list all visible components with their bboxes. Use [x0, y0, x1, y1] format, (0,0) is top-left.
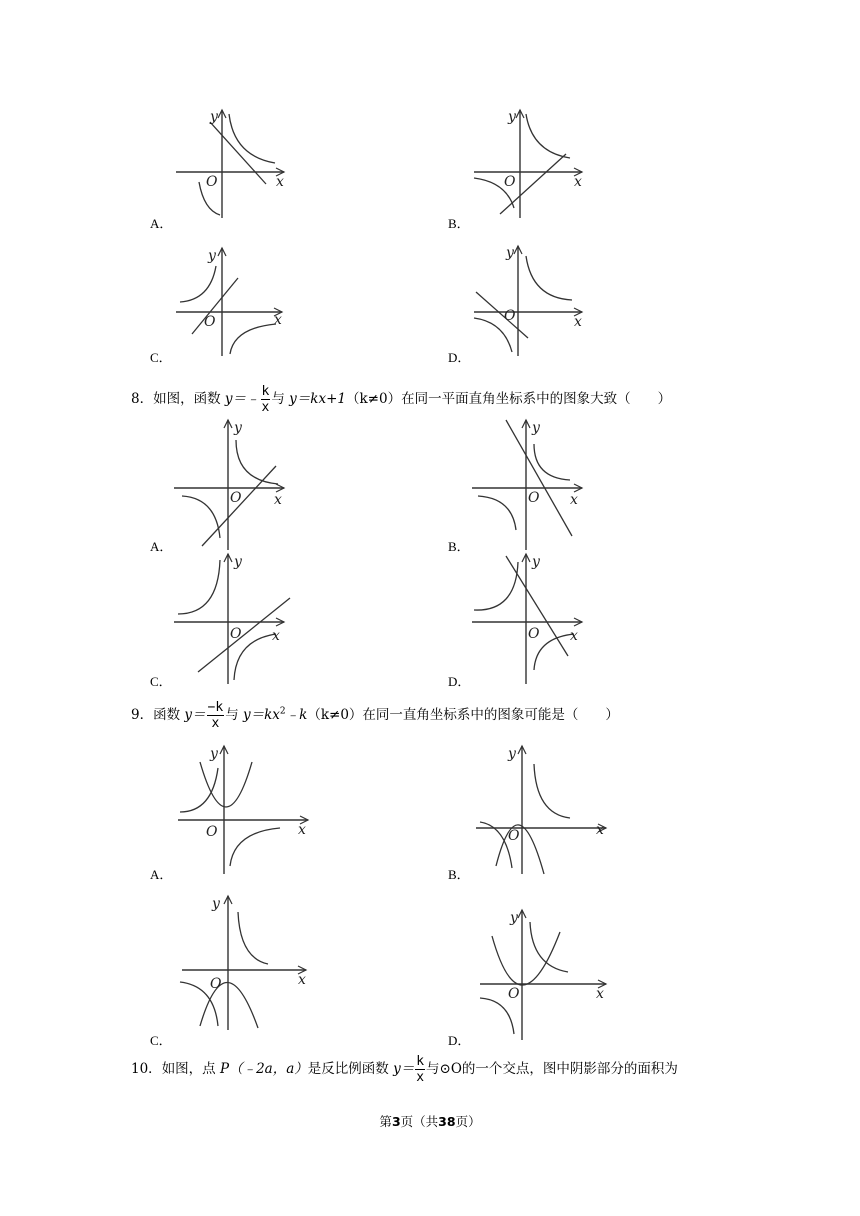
- q7-option-c[interactable]: C．: [150, 350, 172, 365]
- footer-mid: 页（共: [400, 1114, 439, 1129]
- q8-graph-c: [172, 552, 297, 687]
- y-axis-label: y: [508, 109, 516, 125]
- q9-graph-b-svg: [470, 742, 615, 877]
- y-axis-label: y: [510, 910, 518, 926]
- y-axis-label: y: [210, 746, 218, 762]
- q8-graph-d: [470, 552, 595, 687]
- q8-text-b: 与: [271, 391, 285, 407]
- q7-graph-d: [470, 244, 590, 359]
- q9-question: [131, 700, 619, 731]
- footer-total-pages: 38: [438, 1114, 456, 1129]
- origin-label: O: [206, 824, 218, 840]
- q8-option-a[interactable]: A．: [150, 539, 173, 554]
- footer-page-number: 3: [391, 1114, 401, 1129]
- y-axis-label: y: [506, 245, 514, 261]
- x-axis-label: x: [570, 492, 578, 508]
- x-axis-label: x: [298, 972, 306, 988]
- origin-label: O: [528, 490, 540, 506]
- q8-frac-den: x: [261, 400, 270, 415]
- y-axis-label: y: [532, 420, 540, 436]
- q10-text-a: 如图，点: [161, 1061, 216, 1077]
- q9-graph-a: [172, 742, 317, 877]
- q9-graph-d: [470, 906, 615, 1046]
- y-axis-label: y: [508, 746, 516, 762]
- origin-label: O: [204, 314, 216, 330]
- q8-graph-b-svg: [470, 418, 590, 553]
- q10-question: [131, 1054, 678, 1085]
- q9-graph-a-svg: [172, 742, 317, 877]
- q7-option-a[interactable]: A．: [150, 216, 173, 231]
- q7-graph-b-svg: [470, 108, 590, 223]
- q8-option-d[interactable]: D．: [448, 674, 471, 689]
- q8-number: 8．: [131, 391, 154, 407]
- q9-frac-num: −k: [207, 700, 224, 715]
- x-axis-label: x: [574, 174, 582, 190]
- origin-label: O: [504, 308, 516, 324]
- footer-pre: 第: [379, 1114, 392, 1129]
- x-axis-label: x: [274, 312, 282, 328]
- q9-text-d: 在同一直角坐标系中的图象可能是（ ）: [362, 707, 619, 723]
- origin-label: O: [508, 828, 520, 844]
- q10-number: 10．: [131, 1061, 162, 1077]
- q10-frac-den: x: [416, 1070, 425, 1085]
- q9-graph-d-svg: [470, 906, 615, 1046]
- x-axis-label: x: [276, 174, 284, 190]
- page-footer: [0, 1112, 860, 1130]
- q10-point: P（﹣2a，a）: [219, 1061, 308, 1077]
- y-axis-label: y: [234, 554, 242, 570]
- q9-option-b[interactable]: B．: [448, 867, 470, 882]
- y-axis-label: y: [532, 554, 540, 570]
- q9-fraction: [207, 700, 225, 731]
- x-axis-label: x: [298, 822, 306, 838]
- origin-label: O: [210, 976, 222, 992]
- q8-y-eq: y＝﹣: [224, 391, 260, 407]
- q7-graph-b: [470, 108, 590, 223]
- y-axis-label: y: [210, 109, 218, 125]
- q9-number: 9．: [131, 707, 154, 723]
- q9-graph-c-svg: [172, 892, 317, 1032]
- q7-graph-a-svg: [172, 108, 292, 223]
- q9-text-c: ﹣k: [285, 707, 308, 723]
- q7-graph-d-svg: [470, 244, 590, 359]
- q10-fraction: [415, 1054, 425, 1085]
- q9-sup: 2: [279, 706, 286, 717]
- q7-option-b[interactable]: B．: [448, 216, 470, 231]
- q9-graph-c: [172, 892, 317, 1032]
- q7-graph-c-svg: [172, 244, 292, 359]
- q8-text-a: 如图，函数: [153, 391, 221, 407]
- q8-graph-d-svg: [470, 552, 595, 687]
- y-axis-label: y: [208, 248, 216, 264]
- q8-frac-num: k: [261, 384, 270, 399]
- origin-label: O: [528, 626, 540, 642]
- q8-y-eq2: y＝kx+1: [289, 391, 346, 407]
- y-axis-label: y: [212, 896, 220, 912]
- q10-text-c: 与⊙O的一个交点，图中阴影部分的面积为: [426, 1061, 678, 1077]
- origin-label: O: [206, 174, 218, 190]
- q7-option-d[interactable]: D．: [448, 350, 471, 365]
- y-axis-label: y: [234, 420, 242, 436]
- q8-fraction: [261, 384, 271, 415]
- q9-option-d[interactable]: D．: [448, 1033, 471, 1048]
- x-axis-label: x: [570, 628, 578, 644]
- footer-post: 页）: [455, 1114, 481, 1129]
- q10-frac-num: k: [416, 1054, 425, 1069]
- q10-text-b: 是反比例函数: [307, 1061, 389, 1077]
- origin-label: O: [504, 174, 516, 190]
- q8-option-b[interactable]: B．: [448, 539, 470, 554]
- q9-frac-den: x: [211, 716, 220, 731]
- q9-option-a[interactable]: A．: [150, 867, 173, 882]
- origin-label: O: [230, 490, 242, 506]
- q9-text-a: 函数: [153, 707, 181, 723]
- x-axis-label: x: [596, 986, 604, 1002]
- origin-label: O: [230, 626, 242, 642]
- x-axis-label: x: [274, 492, 282, 508]
- x-axis-label: x: [596, 822, 604, 838]
- q8-cond: （k≠0）: [345, 391, 402, 407]
- q8-graph-a-svg: [172, 418, 292, 553]
- q10-y-eq: y＝: [393, 1061, 415, 1077]
- q9-text-b: 与: [225, 707, 239, 723]
- q8-text-c: 在同一平面直角坐标系中的图象大致（ ）: [401, 391, 672, 407]
- q8-option-c[interactable]: C．: [150, 674, 172, 689]
- q9-option-c[interactable]: C．: [150, 1033, 172, 1048]
- q9-y-eq2: y＝kx: [242, 707, 280, 723]
- q8-graph-b: [470, 418, 590, 553]
- q9-cond: （k≠0）: [307, 707, 363, 723]
- x-axis-label: x: [272, 628, 280, 644]
- q8-question: [131, 384, 671, 415]
- q9-y-eq: y＝: [184, 707, 206, 723]
- q8-graph-c-svg: [172, 552, 297, 687]
- x-axis-label: x: [574, 314, 582, 330]
- q7-graph-c: [172, 244, 292, 359]
- q9-graph-b: [470, 742, 615, 877]
- origin-label: O: [508, 986, 520, 1002]
- q7-graph-a: [172, 108, 292, 223]
- q8-graph-a: [172, 418, 292, 553]
